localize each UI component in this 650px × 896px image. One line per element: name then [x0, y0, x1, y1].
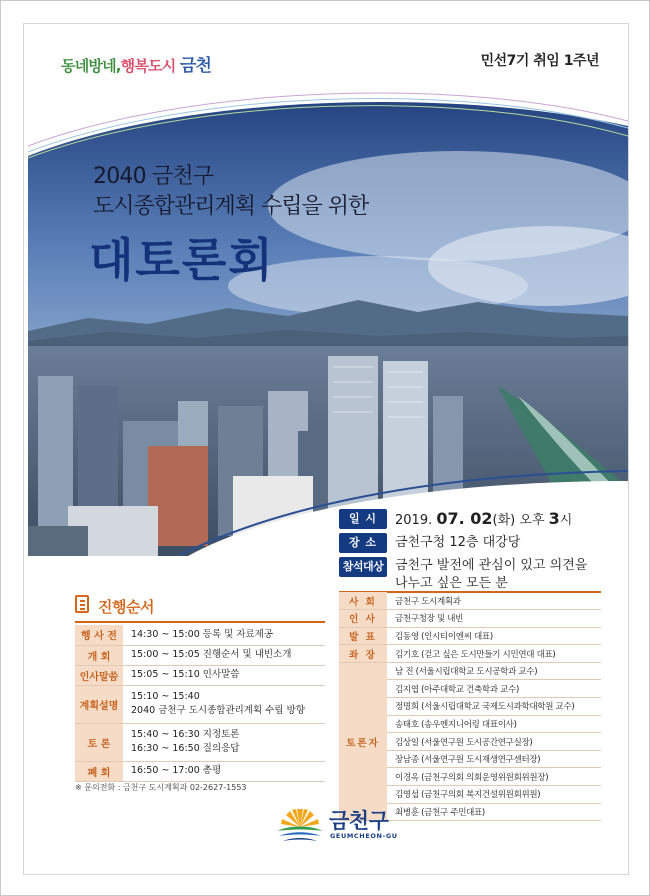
title-line1: 2040 금천구	[93, 164, 214, 189]
place-value: 금천구청 12층 대강당	[395, 535, 521, 550]
anniversary-text: 민선7기 취임 1주년	[480, 53, 599, 69]
slogan-part1: 동네방네,	[61, 57, 121, 75]
program-row-value	[123, 665, 325, 685]
skyline-illustration	[28, 86, 628, 556]
date-monthday: 07. 02	[436, 509, 493, 528]
organizer-person: 김상일 (서울연구원 도시공간연구실장)	[387, 733, 601, 751]
date-weekday: (화) 오후	[492, 513, 549, 528]
document-icon	[75, 595, 89, 613]
place-row	[339, 533, 619, 553]
slogan-part2: 행복도시	[120, 57, 176, 75]
organizer-table	[339, 592, 601, 821]
program-table	[75, 625, 325, 782]
program-row-key: 토 론	[75, 723, 123, 761]
program-row-text: 2040 금천구 도시종합관리계획 수립 방향	[131, 705, 305, 716]
program-row-value	[123, 723, 325, 761]
program-row-text: 15:10 ~ 15:40	[131, 691, 200, 702]
organizer-role: 토론자	[339, 662, 387, 820]
organizer-person: 김영섭 (금천구의회 복지건설위원회위원)	[387, 786, 601, 804]
program-row-text: 15:40 ~ 16:30 지정토론	[131, 729, 240, 740]
title-line2: 도시종합관리계획 수립을 위한	[93, 194, 369, 219]
program-row-key: 행 사 전	[75, 625, 123, 645]
organizer-person: 송태호 (송우엔지니어링 대표이사)	[387, 715, 601, 733]
organizer-role: 사 회	[339, 592, 387, 610]
organizer-person: 이경옥 (금천구의회 의회운영위원회위원장)	[387, 768, 601, 786]
target-value: 금천구 발전에 관심이 있고 의견을 나누고 싶은 모든 분	[395, 558, 588, 591]
sun-logo-icon	[275, 801, 325, 845]
logo-name: 금천구	[329, 809, 389, 833]
date-hour: 3	[548, 509, 560, 528]
date-year: 2019.	[395, 513, 437, 528]
organizer-role: 발 표	[339, 627, 387, 645]
program-row-key: 폐 회	[75, 761, 123, 781]
geumcheon-logo	[275, 801, 405, 851]
organizer-row	[339, 662, 601, 680]
program-row-text: 15:00 ~ 15:05 진행순서 및 내빈소개	[131, 649, 292, 660]
organizer-person: 남 진 (서울시립대학교 도시공학과 교수)	[387, 662, 601, 680]
program-row-text: 15:05 ~ 15:10 인사말씀	[131, 669, 240, 680]
target-row	[339, 557, 619, 593]
date-row	[339, 509, 619, 531]
organizer-person: 김기호 (걷고 싶은 도시만들기 시민연대 대표)	[387, 645, 601, 663]
program-row	[75, 665, 325, 685]
city-skyline-image	[28, 86, 628, 556]
organizer-person: 장남종 (서울연구원 도시재생연구센터장)	[387, 750, 601, 768]
program-row-text: 16:30 ~ 16:50 질의응답	[131, 743, 240, 754]
organizer-row	[339, 645, 601, 663]
program-row	[75, 645, 325, 665]
city-slogan	[61, 51, 211, 76]
organizer-role: 좌 장	[339, 645, 387, 663]
program-row-value	[123, 685, 325, 723]
contact-text: ※ 문의전화 : 금천구 도시계획과 02-2627-1553	[75, 783, 247, 792]
program-row-key: 개 회	[75, 645, 123, 665]
program-row-key: 계획설명	[75, 685, 123, 723]
program-row-key: 인사말씀	[75, 665, 123, 685]
organizer-person: 금천구청장 및 내빈	[387, 610, 601, 628]
target-label: 참석대상	[339, 557, 387, 577]
program-row-value	[123, 761, 325, 781]
main-title: 대토론회	[89, 233, 275, 287]
program-row	[75, 723, 325, 761]
program-row-text: 16:50 ~ 17:00 총평	[131, 765, 222, 776]
organizer-person: 최병훈 (금천구 주민대표)	[387, 803, 601, 821]
program-heading: 진행순서	[98, 598, 154, 616]
date-label: 일 시	[339, 509, 387, 529]
organizer-role: 인 사	[339, 610, 387, 628]
program-row-text: 14:30 ~ 15:00 등록 및 자료제공	[131, 628, 274, 640]
organizer-person: 김동영 (인시티이엔씨 대표)	[387, 627, 601, 645]
organizer-person: 김지엽 (아주대학교 건축학과 교수)	[387, 680, 601, 698]
program-divider	[75, 621, 325, 623]
date-value	[395, 509, 572, 531]
organizer-person: 정명희 (서울시립대학교 국제도시과학대학원 교수)	[387, 698, 601, 716]
program-row-value	[123, 625, 325, 645]
slogan-part3: 금천	[179, 56, 212, 76]
place-label: 장 소	[339, 533, 387, 553]
program-row-value	[123, 645, 325, 665]
date-hour-unit: 시	[559, 513, 573, 528]
logo-english: GEUMCHEON-GU	[330, 832, 398, 840]
program-row	[75, 761, 325, 781]
organizer-row	[339, 610, 601, 628]
organizer-person: 금천구 도시계획과	[387, 592, 601, 610]
program-row	[75, 625, 325, 645]
program-row	[75, 685, 325, 723]
organizer-row	[339, 592, 601, 610]
organizer-row	[339, 627, 601, 645]
